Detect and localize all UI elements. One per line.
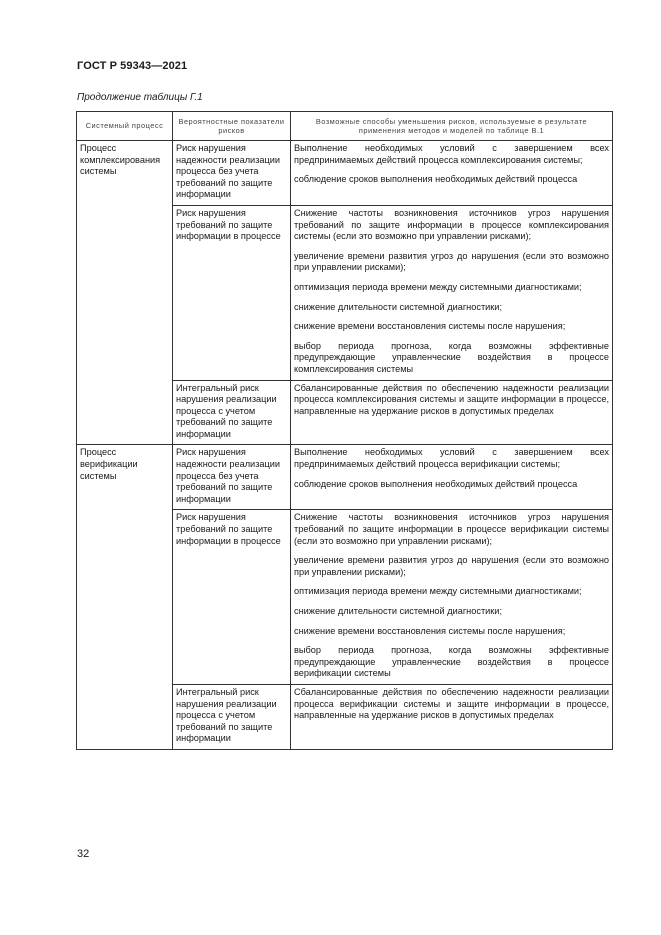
method-item: соблюдение сроков выполнения необходимых действий процесса — [294, 478, 578, 489]
method-item: снижение времени восстановления системы после нарушения; — [294, 321, 566, 332]
method-item: оптимизация периода времени между системными диагностиками; — [294, 586, 582, 597]
method-item: Снижение частоты возникновения источников угроз нарушения требований по защите информации в процессе верификации системы (если это возможно при управлении рисками); — [294, 512, 609, 546]
indicator-cell: Риск нарушения требований по защите информации в процессе — [173, 510, 291, 685]
indicator-cell: Интегральный риск нарушения реализации процесса с учетом требований по защите информации — [173, 380, 291, 445]
indicator-cell: Риск нарушения требований по защите информации в процессе — [173, 205, 291, 380]
process-cell: Процесс комплексирования системы — [77, 141, 173, 445]
methods-cell — [291, 380, 613, 445]
table-header-row — [77, 112, 613, 141]
column-header-process: Системный процесс — [77, 112, 173, 141]
table-caption: Продолжение таблицы Г.1 — [77, 92, 203, 103]
method-item: снижение длительности системной диагностики; — [294, 301, 502, 312]
methods-cell — [291, 445, 613, 510]
methods-cell — [291, 205, 613, 380]
indicator-cell: Интегральный риск нарушения реализации процесса с учетом требований по защите информации — [173, 684, 291, 749]
method-item: Сбалансированные действия по обеспечению надежности реализации процесса комплексирования системы и защите информации в процессе, направленные на удержание рисков в допустимых пределах — [294, 382, 609, 416]
process-cell: Процесс верификации системы — [77, 445, 173, 749]
document-code: ГОСТ Р 59343—2021 — [77, 60, 188, 72]
method-item: соблюдение сроков выполнения необходимых действий процесса — [294, 174, 578, 185]
risk-table — [76, 111, 613, 750]
column-header-indicators: Вероятностные показатели рисков — [173, 112, 291, 141]
method-item: оптимизация периода времени между системными диагностиками; — [294, 281, 582, 292]
method-item: снижение длительности системной диагностики; — [294, 606, 502, 616]
methods-cell — [291, 510, 613, 685]
method-item: увеличение времени развития угроз до нарушения (если это возможно при управлении рисками); — [294, 555, 609, 577]
indicator-cell: Риск нарушения надежности реализации процесса без учета требований по защите информации — [173, 445, 291, 510]
method-item: Сбалансированные действия по обеспечению надежности реализации процесса верификации системы и защите информации в процессе, направленные на удержание рисков в допустимых пределах — [294, 686, 609, 721]
table-row — [77, 141, 613, 206]
method-item: выбор периода прогноза, когда возможны эффективные предупреждающие управленческие воздействия в процессе верификации системы — [294, 645, 609, 679]
methods-cell — [291, 684, 613, 749]
table-row — [77, 445, 613, 510]
page-number: 32 — [77, 848, 90, 860]
methods-cell — [291, 141, 613, 206]
method-item: снижение времени восстановления системы после нарушения; — [294, 625, 566, 636]
column-header-methods: Возможные способы уменьшения рисков, используемые в результате применения методов и моделей по таблице В.1 — [291, 112, 613, 141]
method-item: Выполнение необходимых условий с завершением всех предпринимаемых действий процесса верификации системы; — [294, 447, 609, 470]
method-item: увеличение времени развития угроз до нарушения (если это возможно при управлении рисками); — [294, 250, 609, 273]
method-item: Снижение частоты возникновения источников угроз нарушения требований по защите информации в процессе комплексирования системы (если это возможно при управлении рисками); — [294, 207, 609, 242]
indicator-cell: Риск нарушения надежности реализации процесса без учета требований по защите информации — [173, 141, 291, 206]
method-item: выбор периода прогноза, когда возможны эффективные предупреждающие управленческие воздействия в процессе комплексирования системы — [294, 340, 609, 374]
method-item: Выполнение необходимых условий с завершением всех предпринимаемых действий процесса комплексирования системы; — [294, 143, 609, 165]
